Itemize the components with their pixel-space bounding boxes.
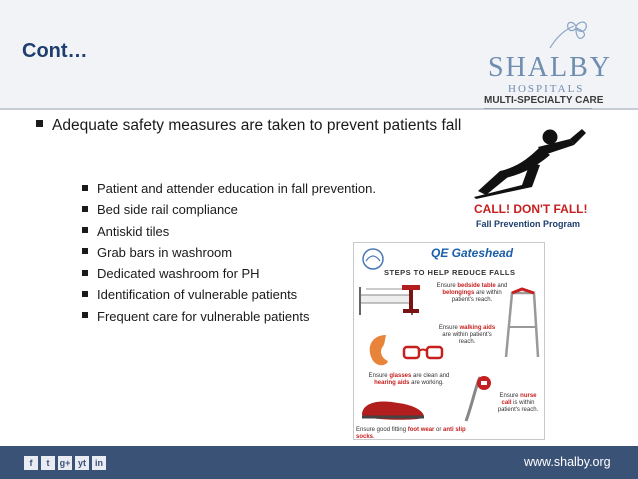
list-item: Identification of vulnerable patients (82, 284, 376, 305)
sub-bullet-list (82, 178, 376, 327)
glasses-icon (402, 343, 444, 361)
logo-tagline: MULTI-SPECIALTY CARE (484, 95, 604, 106)
nhs-badge-icon (360, 247, 386, 271)
list-item: Frequent care for vulnerable patients (82, 306, 376, 327)
main-bullet-text: Adequate safety measures are taken to prevent patients fall (52, 117, 462, 134)
bullet-square-icon (82, 312, 88, 318)
bullet-square-icon (82, 248, 88, 254)
logo-wordmark: SHALBY (488, 52, 613, 83)
walking-frame-icon (500, 287, 542, 361)
caption-nurse-call: Ensure nurse call is within patient's reach. (497, 393, 539, 413)
butterfly-icon (546, 20, 596, 50)
caption-bedside-table: Ensure bedside table and belongings are within patient's reach. (436, 283, 508, 303)
list-item: Patient and attender education in fall prevention. (82, 178, 376, 199)
fall-prevention-poster (353, 242, 545, 440)
bedside-table-icon (400, 281, 422, 315)
bullet-square-icon (82, 185, 88, 191)
caption-walking-aids: Ensure walking aids are within patient's reach. (438, 325, 496, 345)
call-dont-fall-headline: CALL! DON'T FALL! (474, 202, 588, 216)
footer-bar (0, 446, 638, 479)
logo-divider (484, 108, 592, 109)
list-item: Bed side rail compliance (82, 199, 376, 220)
slipper-icon (358, 393, 428, 423)
logo-subtitle: HOSPITALS (508, 83, 585, 95)
fall-program-subtitle: Fall Prevention Program (476, 219, 581, 229)
main-bullet (36, 117, 461, 135)
list-item: Grab bars in washroom (82, 242, 376, 263)
bullet-square-icon (82, 270, 88, 276)
google-plus-icon[interactable]: g+ (59, 458, 71, 468)
bullet-square-icon (36, 120, 43, 127)
bullet-square-icon (82, 206, 88, 212)
slide-title: Cont… (22, 40, 88, 62)
nurse-call-icon (462, 375, 498, 425)
caption-glasses-hearing: Ensure glasses are clean and hearing aids are working. (368, 373, 450, 386)
bullet-square-icon (82, 227, 88, 233)
hearing-aid-icon (362, 331, 396, 371)
caption-footwear: Ensure good fitting foot wear or anti slip socks. (356, 427, 466, 440)
website-link[interactable]: www.shalby.org (524, 455, 611, 469)
poster-heading: STEPS TO HELP REDUCE FALLS (384, 268, 516, 277)
list-item: Dedicated washroom for PH (82, 263, 376, 284)
twitter-icon[interactable]: t (41, 456, 55, 470)
list-item: Antiskid tiles (82, 221, 376, 242)
falling-person-icon (470, 127, 590, 199)
poster-org-logo: QE Gateshead (431, 246, 514, 260)
bullet-square-icon (82, 291, 88, 297)
linkedin-icon[interactable]: in (92, 456, 106, 470)
facebook-icon[interactable]: f (24, 456, 38, 470)
youtube-icon[interactable]: yt (75, 456, 89, 470)
